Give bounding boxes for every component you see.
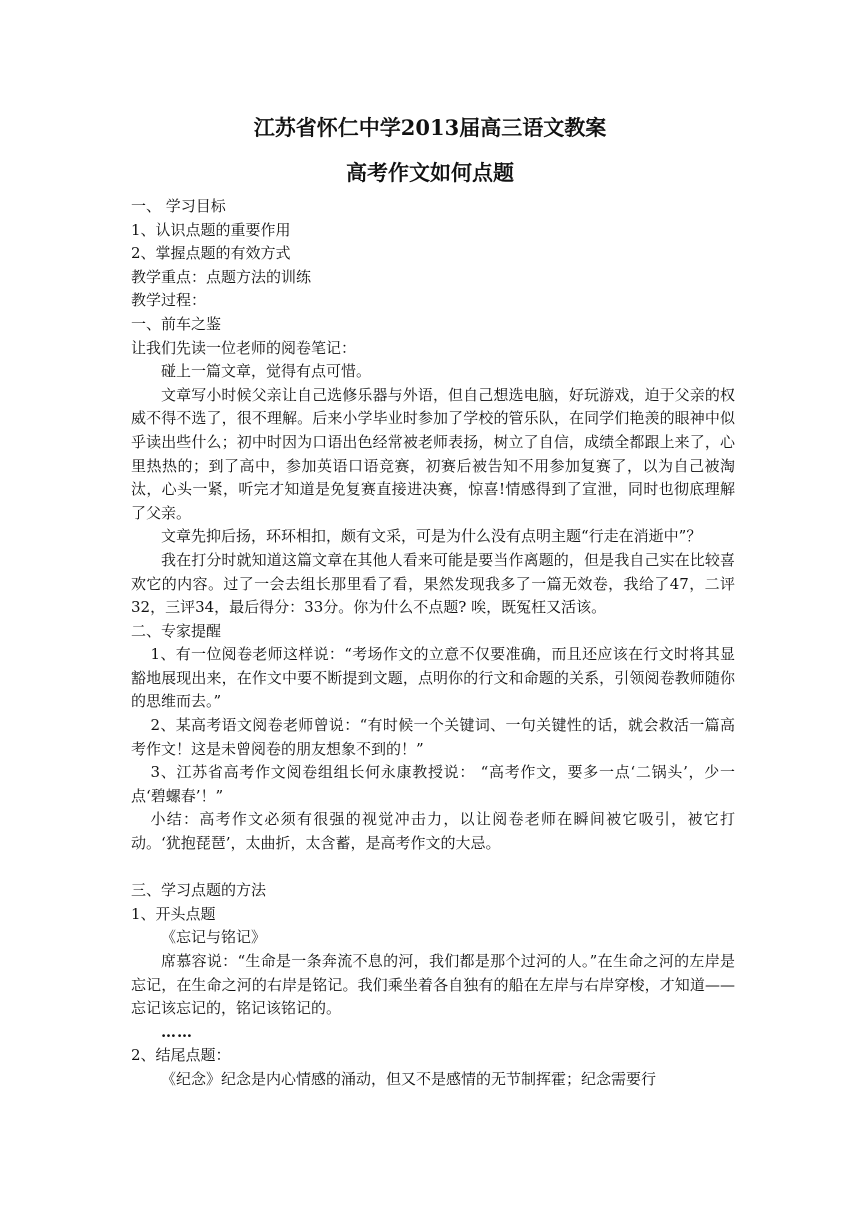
document-body <box>131 195 735 1092</box>
note-paragraph-3: 文章先抑后扬，环环相扣，颇有文采，可是为什么没有点明主题“行走在消逝中”？ <box>161 527 702 546</box>
process-label: 教学过程： <box>131 291 207 310</box>
ellipsis: …… <box>161 1022 193 1041</box>
expert-quote-3: 3、江苏省高考作文阅卷组组长何永康教授说： “高考作文，要多一点‘二锅头’，少一点‘碧螺春’！” <box>131 763 735 805</box>
section-heading-2: 二、专家提醒 <box>131 621 222 640</box>
method-2-heading: 2、结尾点题： <box>131 1046 231 1065</box>
document-subtitle: 高考作文如何点题 <box>346 160 514 185</box>
expert-quote-2: 2、某高考语文阅卷老师曾说：“有时候一个关键词、一句关键性的话，就会救活一篇高考作文！这是未曾阅卷的朋友想象不到的！” <box>131 716 735 758</box>
expert-quote-1: 1、有一位阅卷老师这样说：“考场作文的立意不仅要准确，而且还应该在行文时将其显豁地展现出来，在作文中要不断提到文题，点明你的行文和命题的关系，引领阅卷教师随你的思维而去。” <box>131 645 735 711</box>
intro-line: 让我们先读一位老师的阅卷笔记： <box>131 338 357 357</box>
note-paragraph-2: 文章写小时候父亲让自己选修乐器与外语，但自己想选电脑，好玩游戏，迫于父亲的权威不得不选了，很不理解。后来小学毕业时参加了学校的管乐队，在同学们艳羡的眼神中似乎读出些什么；初中时因为口语出色经常被老师表扬，树立了自信，成绩全都跟上来了，心里热热的；到了高中，参加英语口语竞赛，初赛后被告知不用参加复赛了，以为自己被淘汰，心头一紧，听完才知道是免复赛直接进决赛，惊喜!情感得到了宣泄，同时也彻底理解了父亲。 <box>131 385 735 522</box>
goal-item-2: 2、掌握点题的有效方式 <box>131 244 291 263</box>
blank-line <box>131 856 735 880</box>
method-1-example-text: 席慕容说：“生命是一条奔流不息的河，我们都是那个过河的人。”在生命之河的左岸是忘记，在生命之河的右岸是铭记。我们乘坐着各自独有的船在左岸与右岸穿梭，才知道——忘记该忘记的，铭记该铭记的。 <box>131 952 735 1018</box>
key-point: 教学重点：点题方法的训练 <box>131 267 312 286</box>
method-1-heading: 1、开头点题 <box>131 904 216 923</box>
goal-item-1: 1、认识点题的重要作用 <box>131 220 291 239</box>
section-heading-goals: 一、 学习目标 <box>131 197 226 215</box>
section-heading-3: 三、学习点题的方法 <box>131 881 267 900</box>
note-paragraph-4: 我在打分时就知道这篇文章在其他人看来可能是要当作离题的，但是我自己实在比较喜欢它的内容。过了一会去组长那里看了看，果然发现我多了一篇无效卷，我给了47，二评32，三评34，最后得分：33分。你为什么不点题? 唉，既冤枉又活该。 <box>131 550 735 617</box>
method-2-example-text: 《纪念》纪念是内心情感的涌动，但又不是感情的无节制挥霍；纪念需要行 <box>161 1069 657 1088</box>
section-heading-1: 一、前车之鉴 <box>131 314 222 333</box>
note-paragraph-1: 碰上一篇文章，觉得有点可惜。 <box>161 362 372 381</box>
summary-paragraph: 小结：高考作文必须有很强的视觉冲击力，以让阅卷老师在瞬间被它吸引，被它打动。‘犹抱琵琶’，太曲折，太含蓄，是高考作文的大忌。 <box>131 810 735 853</box>
method-1-example-title: 《忘记与铭记》 <box>161 928 267 947</box>
document-title: 江苏省怀仁中学2013届高三语文教案 <box>253 115 607 140</box>
